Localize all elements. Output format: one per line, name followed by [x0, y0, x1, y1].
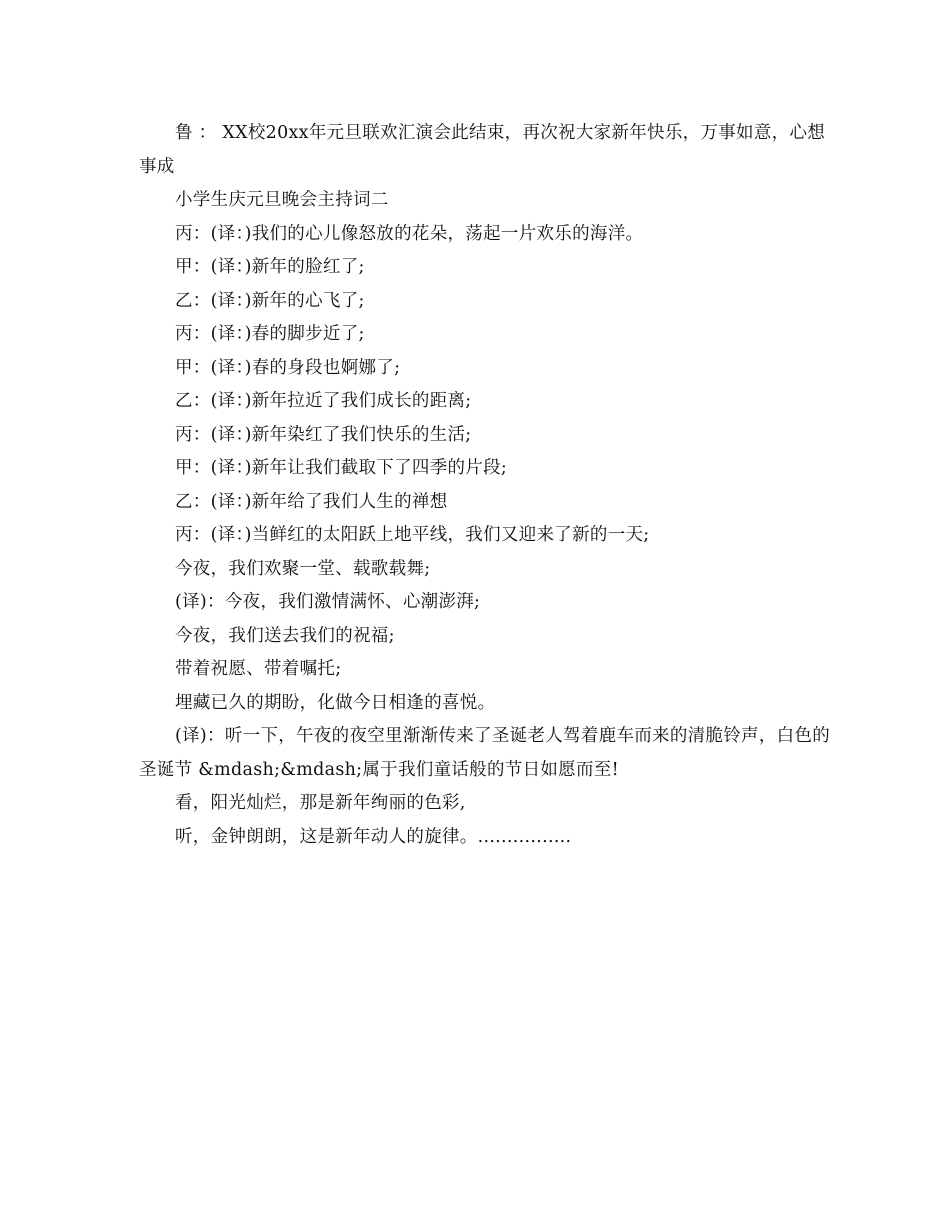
- script-line: 听，金钟朗朗，这是新年动人的旋律。................: [175, 826, 572, 847]
- script-line: 埋藏已久的期盼，化做今日相逢的喜悦。: [175, 692, 496, 713]
- script-line: 带着祝愿、带着嘱托;: [175, 659, 342, 679]
- script-line: 甲：(译：)新年让我们截取下了四季的片段;: [175, 458, 508, 478]
- script-line: 乙：(译：)新年拉近了我们成长的距离;: [175, 391, 472, 411]
- script-line: 看，阳光灿烂，那是新年绚丽的色彩,: [175, 793, 466, 813]
- script-line: 甲：(译：)新年的脸红了;: [175, 257, 365, 277]
- script-line: 丙：(译：)新年染红了我们快乐的生活;: [175, 424, 472, 445]
- section-title: 小学生庆元旦晚会主持词二: [175, 190, 389, 210]
- script-line: 今夜，我们欢聚一堂、载歌载舞;: [175, 558, 431, 579]
- script-line: 乙：(译：)新年的心飞了;: [175, 290, 365, 311]
- script-line: 乙：(译：)新年给了我们人生的禅想: [175, 491, 448, 512]
- script-line: (译)：听一下，午夜的夜空里渐渐传来了圣诞老人驾着鹿车而来的清脆铃声，白色的圣诞节 &mdash;&mdash;属于我们童话般的节日如愿而至!: [139, 726, 831, 780]
- script-line: 今夜，我们送去我们的祝福;: [175, 625, 395, 646]
- script-line: 丙：(译：)我们的心儿像怒放的花朵，荡起一片欢乐的海洋。: [175, 223, 644, 244]
- document-body: [139, 117, 839, 854]
- closing-paragraph: 鲁 ： XX校20xx年元旦联欢汇演会此结束，再次祝大家新年快乐，万事如意，心想事成: [139, 123, 826, 177]
- script-line: (译)：今夜，我们激情满怀、心潮澎湃;: [175, 592, 481, 612]
- script-line: 丙：(译：)当鲜红的太阳跃上地平线，我们又迎来了新的一天;: [175, 525, 650, 545]
- script-line: 甲：(译：)春的身段也婀娜了;: [175, 357, 401, 378]
- script-line: 丙：(译：)春的脚步近了;: [175, 324, 365, 344]
